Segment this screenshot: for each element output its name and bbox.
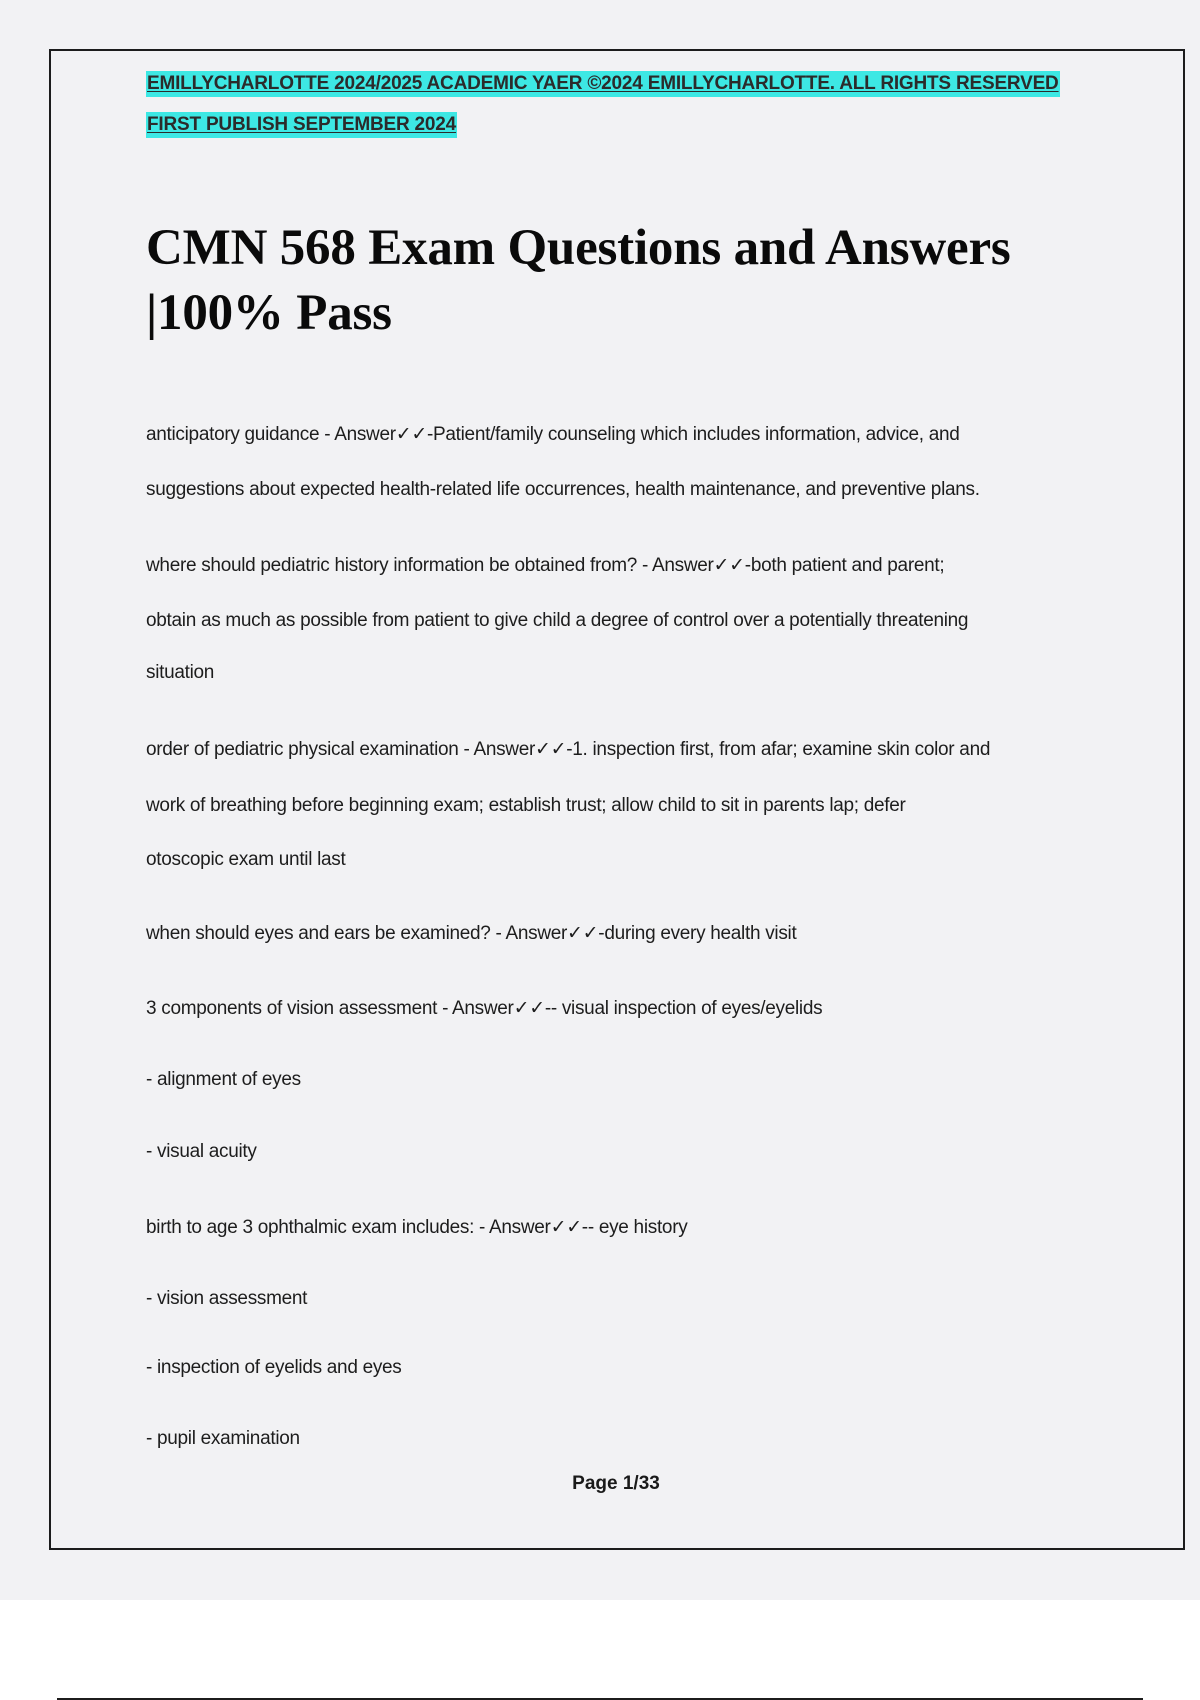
copyright-header — [146, 73, 1060, 95]
qa-line: - inspection of eyelids and eyes — [146, 1357, 402, 1378]
document-title — [146, 216, 1106, 346]
qa-line: when should eyes and ears be examined? - Answer✓✓-during every health visit — [146, 923, 797, 944]
qa-line: situation — [146, 662, 215, 683]
title-line-1: CMN 568 Exam Questions and Answers — [146, 220, 1011, 276]
qa-line: where should pediatric history information be obtained from? - Answer✓✓-both patient and parent; — [146, 555, 945, 576]
qa-line: anticipatory guidance - Answer✓✓-Patient/family counseling which includes information, advice, and — [146, 424, 960, 445]
qa-line: - vision assessment — [146, 1288, 308, 1309]
qa-line: - pupil examination — [146, 1428, 300, 1449]
copyright-header-text: EMILLYCHARLOTTE 2024/2025 ACADEMIC YAER ©2024 EMILLYCHARLOTTE. ALL RIGHTS RESERVED — [146, 71, 1060, 97]
qa-line: otoscopic exam until last — [146, 849, 346, 870]
qa-line: suggestions about expected health-related life occurrences, health maintenance, and preventive plans. — [146, 479, 980, 500]
page-number: Page 1/33 — [572, 1473, 660, 1494]
title-line-2: |100% Pass — [146, 285, 392, 341]
qa-line: 3 components of vision assessment - Answer✓✓-- visual inspection of eyes/eyelids — [146, 998, 823, 1019]
qa-line: work of breathing before beginning exam; establish trust; allow child to sit in parents lap; defer — [146, 795, 906, 816]
qa-line: birth to age 3 ophthalmic exam includes: - Answer✓✓-- eye history — [146, 1217, 688, 1238]
qa-line: - visual acuity — [146, 1141, 257, 1162]
publish-date-header — [146, 114, 457, 136]
publish-date-header-text: FIRST PUBLISH SEPTEMBER 2024 — [146, 112, 457, 138]
qa-line: obtain as much as possible from patient to give child a degree of control over a potentially threatening — [146, 610, 969, 631]
qa-line: order of pediatric physical examination - Answer✓✓-1. inspection first, from afar; examine skin color and — [146, 739, 991, 760]
qa-line: - alignment of eyes — [146, 1069, 301, 1090]
